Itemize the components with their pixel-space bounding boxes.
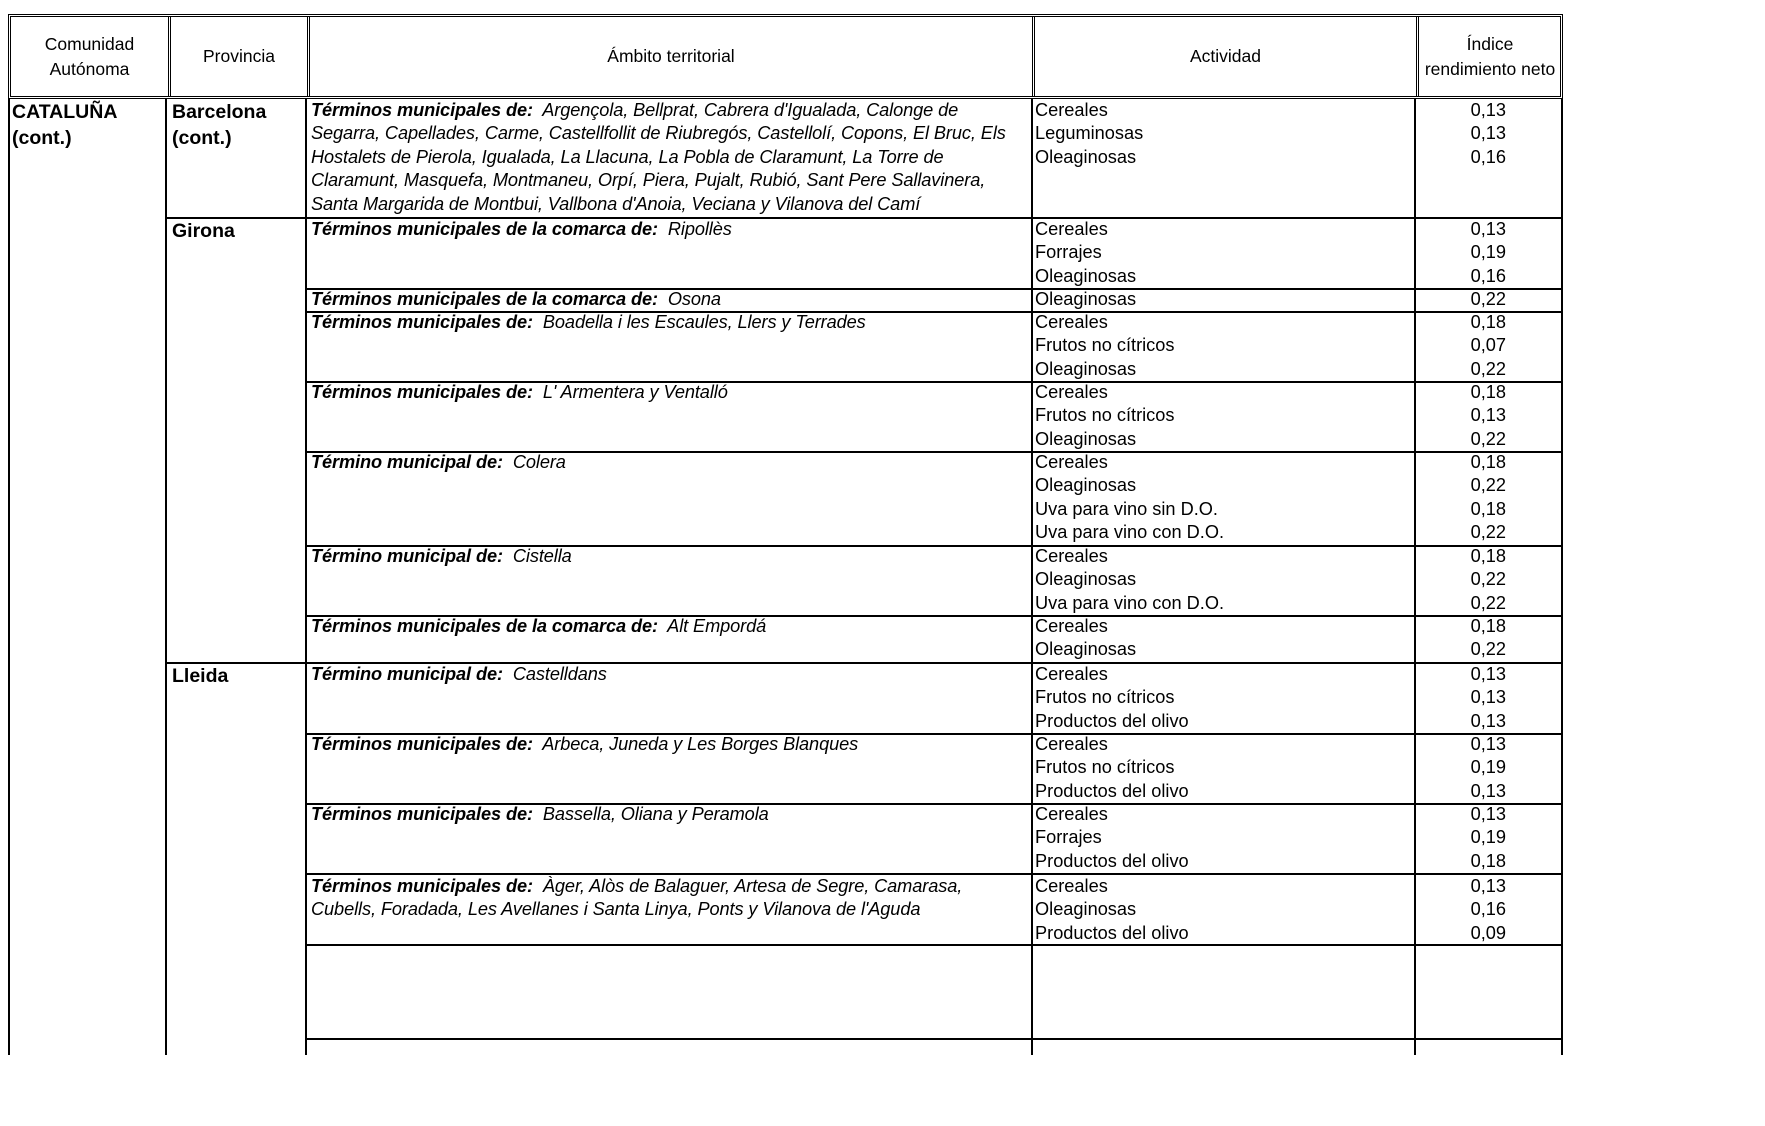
ambito-prefix: Términos municipales de la comarca de:	[311, 219, 658, 239]
ambito-places: Colera	[502, 452, 566, 472]
actividad-cell: Oleaginosas	[1035, 428, 1137, 449]
indice-cell: 0,18	[1470, 312, 1506, 332]
actividad-cell: Oleaginosas	[1035, 265, 1137, 286]
actividad-cell: Frutos no cítricos	[1035, 335, 1175, 356]
actividad-cell: Frutos no cítricos	[1035, 405, 1175, 426]
header-provincia	[171, 17, 307, 96]
header-provincia-label: Provincia	[203, 46, 275, 66]
actividad-cell: Oleaginosas	[1035, 639, 1137, 660]
column-border	[8, 99, 10, 1055]
header-actividad-label: Actividad	[1189, 46, 1261, 66]
indice-cell: 0,13	[1470, 100, 1506, 120]
indice-cell: 0,13	[1470, 123, 1506, 144]
indice-cell: 0,22	[1470, 569, 1506, 590]
indice-cell: 0,18	[1470, 382, 1506, 402]
ambito-cell	[311, 545, 1021, 568]
column-border	[1561, 99, 1563, 1055]
actividad-cell: Cereales	[1035, 876, 1108, 896]
ambito-cell	[311, 615, 1021, 638]
ambito-places: Ripollès	[657, 219, 732, 239]
ambito-prefix: Términos municipales de:	[311, 312, 533, 332]
actividad-cell: Cereales	[1035, 382, 1108, 402]
comunidad-cont: (cont.)	[12, 127, 72, 149]
column-border	[305, 99, 307, 1055]
provincia-girona: Girona	[172, 220, 235, 242]
table-header	[8, 14, 1563, 99]
actividad-cell: Oleaginosas	[1035, 146, 1137, 167]
indice-cell: 0,16	[1470, 265, 1506, 286]
ambito-cell	[311, 311, 1021, 334]
actividad-cell: Forrajes	[1035, 827, 1102, 848]
column-border	[1414, 99, 1416, 1055]
actividad-cell: Cereales	[1035, 546, 1108, 566]
actividad-cell: Frutos no cítricos	[1035, 757, 1175, 778]
actividad-cell: Cereales	[1035, 100, 1108, 120]
indice-cell: 0,13	[1470, 734, 1506, 754]
indice-cell: 0,22	[1470, 358, 1506, 379]
ambito-places: Boadella i les Escaules, Llers y Terrades	[532, 312, 866, 332]
ambito-prefix: Términos municipales de:	[311, 100, 533, 120]
actividad-cell: Cereales	[1035, 804, 1108, 824]
ambito-cell	[311, 99, 1021, 216]
actividad-cell: Cereales	[1035, 664, 1108, 684]
indice-cell: 0,22	[1470, 639, 1506, 660]
indice-cell: 0,22	[1470, 592, 1506, 613]
actividad-cell: Frutos no cítricos	[1035, 687, 1175, 708]
table-bottom-border	[306, 1038, 1562, 1040]
actividad-cell: Oleaginosas	[1035, 289, 1137, 309]
header-actividad	[1035, 17, 1416, 96]
provincia-barcelona-cont: (cont.)	[172, 127, 232, 149]
actividad-cell: Oleaginosas	[1035, 358, 1137, 379]
ambito-cell	[311, 381, 1021, 404]
ambito-cell	[311, 218, 1021, 241]
indice-cell: 0,19	[1470, 757, 1506, 778]
ambito-places: Osona	[657, 289, 721, 309]
indice-cell: 0,18	[1470, 452, 1506, 472]
indice-cell: 0,13	[1470, 804, 1506, 824]
indice-cell: 0,19	[1470, 242, 1506, 263]
actividad-cell: Oleaginosas	[1035, 475, 1137, 496]
provincia-barcelona	[172, 99, 266, 151]
actividad-cell: Cereales	[1035, 616, 1108, 636]
provincia-lleida: Lleida	[172, 665, 229, 687]
actividad-cell: Uva para vino sin D.O.	[1035, 498, 1218, 519]
indice-cell: 0,13	[1470, 664, 1506, 684]
ambito-prefix: Término municipal de:	[311, 664, 503, 684]
provincia-barcelona-name: Barcelona	[172, 101, 267, 123]
actividad-cell: Cereales	[1035, 312, 1108, 332]
ambito-cell	[311, 663, 1021, 686]
ambito-cell	[311, 733, 1021, 756]
ambito-cell	[311, 451, 1021, 474]
indice-cell: 0,18	[1470, 546, 1506, 566]
actividad-cell: Cereales	[1035, 734, 1108, 754]
ambito-cell	[311, 288, 1021, 311]
row-divider	[306, 944, 1562, 946]
header-indice	[1419, 17, 1561, 96]
header-comunidad-label: Comunidad Autónoma	[44, 33, 135, 79]
indice-cell: 0,22	[1470, 428, 1506, 449]
indice-cell: 0,07	[1470, 335, 1506, 356]
actividad-cell: Cereales	[1035, 452, 1108, 472]
header-indice-label: Índice rendimiento neto	[1424, 33, 1556, 79]
ambito-prefix: Términos municipales de:	[311, 382, 533, 402]
actividad-cell: Productos del olivo	[1035, 710, 1189, 731]
actividad-cell: Oleaginosas	[1035, 569, 1137, 590]
ambito-places: Castelldans	[502, 664, 607, 684]
ambito-prefix: Término municipal de:	[311, 452, 503, 472]
ambito-prefix: Términos municipales de:	[311, 734, 533, 754]
header-comunidad	[11, 17, 168, 96]
ambito-cell	[311, 803, 1021, 826]
indice-cell: 0,13	[1470, 219, 1506, 239]
ambito-prefix: Términos municipales de la comarca de:	[311, 616, 658, 636]
ambito-places: Bassella, Oliana y Peramola	[532, 804, 769, 824]
actividad-cell: Forrajes	[1035, 242, 1102, 263]
actividad-cell: Oleaginosas	[1035, 899, 1137, 920]
actividad-cell: Productos del olivo	[1035, 780, 1189, 801]
column-border	[1031, 99, 1033, 1055]
indice-cell: 0,22	[1470, 289, 1506, 309]
column-border	[165, 99, 167, 1055]
comunidad-name: CATALUÑA	[12, 101, 118, 123]
actividad-cell: Cereales	[1035, 219, 1108, 239]
ambito-places: Àger, Alòs de Balaguer, Artesa de Segre, Camarasa, Cubells, Foradada, Les Avellanes i Santa Linya, Ponts y Vilanova de l'Aguda	[311, 876, 963, 920]
indice-cell: 0,13	[1470, 780, 1506, 801]
ambito-places: Cistella	[502, 546, 572, 566]
indice-cell: 0,09	[1470, 922, 1506, 943]
ambito-places: Arbeca, Juneda y Les Borges Blanques	[532, 734, 859, 754]
indice-cell: 0,13	[1470, 876, 1506, 896]
header-ambito-label: Ámbito territorial	[607, 46, 735, 66]
actividad-cell: Uva para vino con D.O.	[1035, 592, 1225, 613]
actividad-cell: Uva para vino con D.O.	[1035, 522, 1225, 543]
ambito-places: Argençola, Bellprat, Cabrera d'Igualada, Calonge de Segarra, Capellades, Carme, Castellfollit de Riubregós, Castellolí, Copons, El Bruc, Els Hostalets de Pierola, Igualada, La Llacuna, La Pobla de Claramunt, La Torre de Claramunt, Masquefa, Montmaneu, Orpí, Piera, Pujalt, Rubió, Sant Pere Sallavinera, Santa Margarida de Montbui, Vallbona d'Anoia, Veciana y Vilanova del Camí	[311, 100, 1006, 214]
indice-cell: 0,18	[1470, 498, 1506, 519]
header-ambito	[310, 17, 1032, 96]
ambito-cell	[311, 875, 1021, 922]
ambito-prefix: Términos municipales de:	[311, 876, 533, 896]
indice-cell: 0,22	[1470, 522, 1506, 543]
indice-cell: 0,16	[1470, 899, 1506, 920]
actividad-cell: Productos del olivo	[1035, 850, 1189, 871]
indice-cell: 0,13	[1470, 710, 1506, 731]
indice-cell: 0,13	[1470, 687, 1506, 708]
indice-cell: 0,19	[1470, 827, 1506, 848]
actividad-cell: Productos del olivo	[1035, 922, 1189, 943]
indice-cell: 0,13	[1470, 405, 1506, 426]
ambito-places: L' Armentera y Ventalló	[532, 382, 728, 402]
ambito-prefix: Términos municipales de:	[311, 804, 533, 824]
actividad-cell: Leguminosas	[1035, 123, 1144, 144]
ambito-prefix: Términos municipales de la comarca de:	[311, 289, 658, 309]
indice-cell: 0,22	[1470, 475, 1506, 496]
ambito-places: Alt Empordá	[657, 616, 767, 636]
indice-cell: 0,18	[1470, 850, 1506, 871]
comunidad-cell	[12, 99, 117, 151]
indice-cell: 0,18	[1470, 616, 1506, 636]
ambito-prefix: Término municipal de:	[311, 546, 503, 566]
indice-cell: 0,16	[1470, 146, 1506, 167]
